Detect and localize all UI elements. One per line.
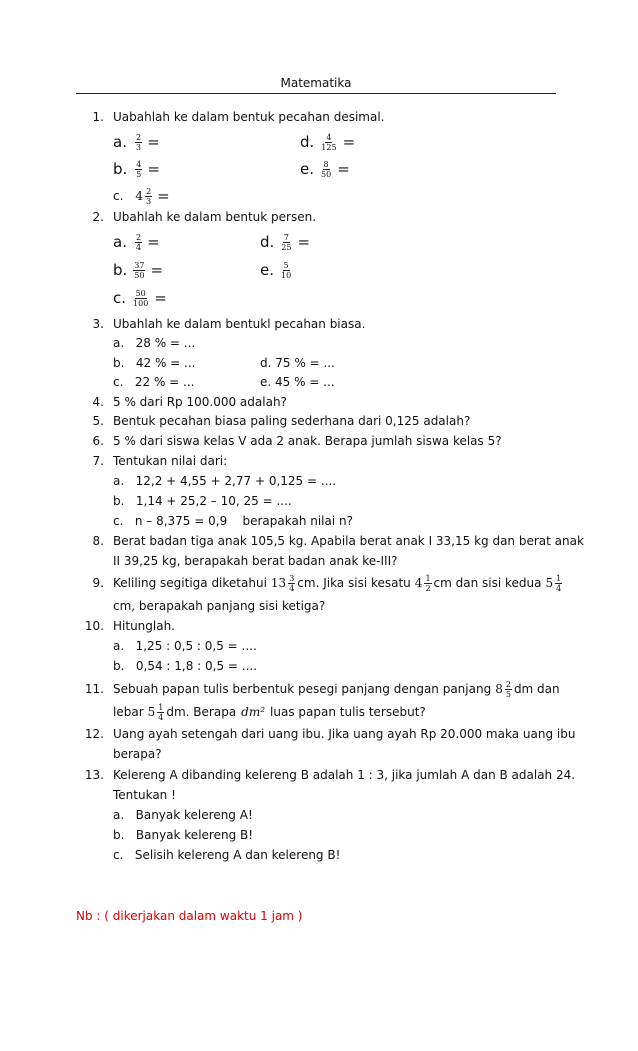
q1e <box>300 155 350 183</box>
q7-number: 7. <box>92 454 104 468</box>
q8-line2: II 39,25 kg, berapakah berat badan anak ke-III? <box>113 554 398 568</box>
q1c-num: 2 <box>146 186 152 196</box>
q1a-num: 2 <box>135 132 142 142</box>
q2a <box>113 228 160 256</box>
q2a-fraction <box>135 233 142 252</box>
q2b-label: b. <box>113 260 128 279</box>
q11-fraction-1 <box>505 680 512 699</box>
q1a-equals: = <box>147 132 160 151</box>
q10-text: Hitunglah. <box>113 619 175 633</box>
q10a: a. 1,25 : 0,5 : 0,5 = .... <box>113 639 257 653</box>
q11-line2 <box>113 700 426 724</box>
q2a-den: 4 <box>135 242 142 252</box>
q2-number: 2. <box>92 210 104 224</box>
q2b-num: 37 <box>134 260 145 270</box>
q2d-den: 25 <box>281 242 292 252</box>
q9-number: 9. <box>92 576 104 590</box>
q11-text-4: dm. Berapa <box>166 704 237 719</box>
q13-line1: Kelereng A dibanding kelereng B adalah 1 : 3, jika jumlah A dan B adalah 24. <box>113 768 576 782</box>
q3d: d. 75 % = ... <box>260 356 335 370</box>
q9-frac3-whole: 5 <box>545 575 554 590</box>
q8-number: 8. <box>92 534 104 548</box>
q10b: b. 0,54 : 1,8 : 0,5 = .... <box>113 659 258 673</box>
q11-frac2-whole: 5 <box>147 704 156 719</box>
q4-number: 4. <box>92 395 104 409</box>
q1c-den: 3 <box>146 196 152 206</box>
q13-number: 13. <box>84 768 104 782</box>
q2e-den: 10 <box>281 270 292 280</box>
q5-number: 5. <box>92 414 104 428</box>
q9-frac1-den: 4 <box>289 583 295 593</box>
q1c-fraction <box>145 187 152 206</box>
q9-line2: cm, berapakah panjang sisi ketiga? <box>113 599 326 613</box>
q11-text-3: lebar <box>113 704 144 719</box>
q1b <box>113 155 160 183</box>
q2d-label: d. <box>260 232 275 251</box>
q1a-label: a. <box>113 132 127 151</box>
q7a: a. 12,2 + 4,55 + 2,77 + 0,125 = .... <box>113 474 337 488</box>
q2b-den: 50 <box>134 270 145 280</box>
q2e-fraction <box>280 261 292 280</box>
q2a-label: a. <box>113 232 127 251</box>
q1d-num: 4 <box>326 132 332 142</box>
q2b <box>113 256 163 284</box>
q1a <box>113 128 160 156</box>
q2e-label: e. <box>260 260 274 279</box>
q1-text: Uabahlah ke dalam bentuk pecahan desimal. <box>113 110 385 124</box>
q12-number: 12. <box>84 727 104 741</box>
q3-text: Ubahlah ke dalam bentukl pecahan biasa. <box>113 317 366 331</box>
q1d-den: 125 <box>321 142 337 152</box>
q2a-num: 2 <box>135 232 142 242</box>
q2d-equals: = <box>297 232 311 251</box>
q1d-label: d. <box>300 132 315 151</box>
q2a-equals: = <box>147 232 160 251</box>
q8-line1: Berat badan tiga anak 105,5 kg. Apabila berat anak I 33,15 kg dan berat anak <box>113 534 584 548</box>
q1c-equals: = <box>157 186 170 205</box>
q2e-num: 5 <box>283 260 289 270</box>
q1e-label: e. <box>300 159 314 178</box>
q2d <box>260 228 310 256</box>
q3e: e. 45 % = ... <box>260 375 335 389</box>
q2e <box>260 256 294 284</box>
q1a-den: 3 <box>135 142 142 152</box>
q1c-whole: 4 <box>135 188 144 203</box>
q1b-den: 5 <box>136 169 142 179</box>
q9-frac3-den: 4 <box>556 583 562 593</box>
q11-text-1: Sebuah papan tulis berbentuk pesegi panjang dengan panjang <box>113 681 492 696</box>
q1a-fraction <box>135 133 142 152</box>
q1e-fraction <box>320 160 332 179</box>
q11-text-5: luas papan tulis tersebut? <box>270 704 426 719</box>
q11-fraction-2 <box>157 703 164 722</box>
q9-frac2-whole: 4 <box>414 575 423 590</box>
q3a: a. 28 % = ... <box>113 336 196 350</box>
q3c: c. 22 % = ... <box>113 375 195 389</box>
q1c-label: c. <box>113 188 124 203</box>
q6-text: 5 % dari siswa kelas V ada 2 anak. Berapa jumlah siswa kelas 5? <box>113 434 502 448</box>
q2d-num: 7 <box>283 232 289 242</box>
q9-frac2-num: 1 <box>425 573 431 583</box>
q11-unit: dm² <box>241 704 266 719</box>
q11-frac1-num: 2 <box>505 679 511 689</box>
q2c-fraction <box>132 289 149 308</box>
q6-number: 6. <box>92 434 104 448</box>
q9-frac1-whole: 13 <box>270 575 287 590</box>
q1e-num: 8 <box>323 159 329 169</box>
q9-text-3: cm dan sisi kedua <box>433 575 542 590</box>
q1e-den: 50 <box>321 169 332 179</box>
q2c-num: 50 <box>135 288 146 298</box>
q1d <box>300 128 355 156</box>
q9-frac1-num: 3 <box>289 573 295 583</box>
q11-frac1-den: 5 <box>505 689 511 699</box>
q1b-equals: = <box>147 159 160 178</box>
q12-line2: berapa? <box>113 747 162 761</box>
q2b-fraction <box>133 261 145 280</box>
q1b-label: b. <box>113 159 128 178</box>
q12-line1: Uang ayah setengah dari uang ibu. Jika uang ayah Rp 20.000 maka uang ibu <box>113 727 576 741</box>
q2-text: Ubahlah ke dalam bentuk persen. <box>113 210 317 224</box>
q4-text: 5 % dari Rp 100.000 adalah? <box>113 395 287 409</box>
q13c: c. Selisih kelereng A dan kelereng B! <box>113 848 341 862</box>
q1e-equals: = <box>337 159 350 178</box>
q11-frac2-num: 1 <box>158 702 164 712</box>
q10-number: 10. <box>84 619 104 633</box>
q9-fraction-3 <box>555 574 562 593</box>
q1d-fraction <box>320 133 337 152</box>
q7b: b. 1,14 + 25,2 – 10, 25 = .... <box>113 494 292 508</box>
q11-frac1-whole: 8 <box>495 681 503 696</box>
q11-text-2: dm dan <box>513 681 560 696</box>
page-title: Matematika <box>76 76 556 94</box>
q9-line1 <box>113 571 564 595</box>
q3b: b. 42 % = ... <box>113 356 196 370</box>
q2d-fraction <box>280 233 292 252</box>
q13a: a. Banyak kelereng A! <box>113 808 253 822</box>
q9-text-1: Keliling segitiga diketahui <box>113 575 267 590</box>
q2c <box>113 284 167 312</box>
q9-fraction-1 <box>288 574 295 593</box>
q1c <box>113 182 170 210</box>
q3-number: 3. <box>92 317 104 331</box>
q1b-num: 4 <box>136 159 142 169</box>
q2c-equals: = <box>154 288 167 307</box>
q7-text: Tentukan nilai dari: <box>113 454 228 468</box>
q2c-den: 100 <box>133 298 149 308</box>
q9-frac3-num: 1 <box>556 573 562 583</box>
q2c-label: c. <box>113 288 127 307</box>
time-note: Nb : ( dikerjakan dalam waktu 1 jam ) <box>76 909 303 923</box>
q9-frac2-den: 2 <box>425 583 431 593</box>
q11-number: 11. <box>84 682 104 696</box>
q5-text: Bentuk pecahan biasa paling sederhana dari 0,125 adalah? <box>113 414 471 428</box>
q1d-equals: = <box>342 132 356 151</box>
q13b: b. Banyak kelereng B! <box>113 828 254 842</box>
q13-line2: Tentukan ! <box>113 788 176 802</box>
q9-fraction-2 <box>424 574 431 593</box>
q11-line1 <box>113 677 560 701</box>
q2b-equals: = <box>150 260 164 279</box>
q9-text-2: cm. Jika sisi kesatu <box>297 575 411 590</box>
q11-frac2-den: 4 <box>158 712 164 722</box>
q7c: c. n – 8,375 = 0,9 berapakah nilai n? <box>113 514 353 528</box>
q1-number: 1. <box>92 110 104 124</box>
q1b-fraction <box>135 160 142 179</box>
